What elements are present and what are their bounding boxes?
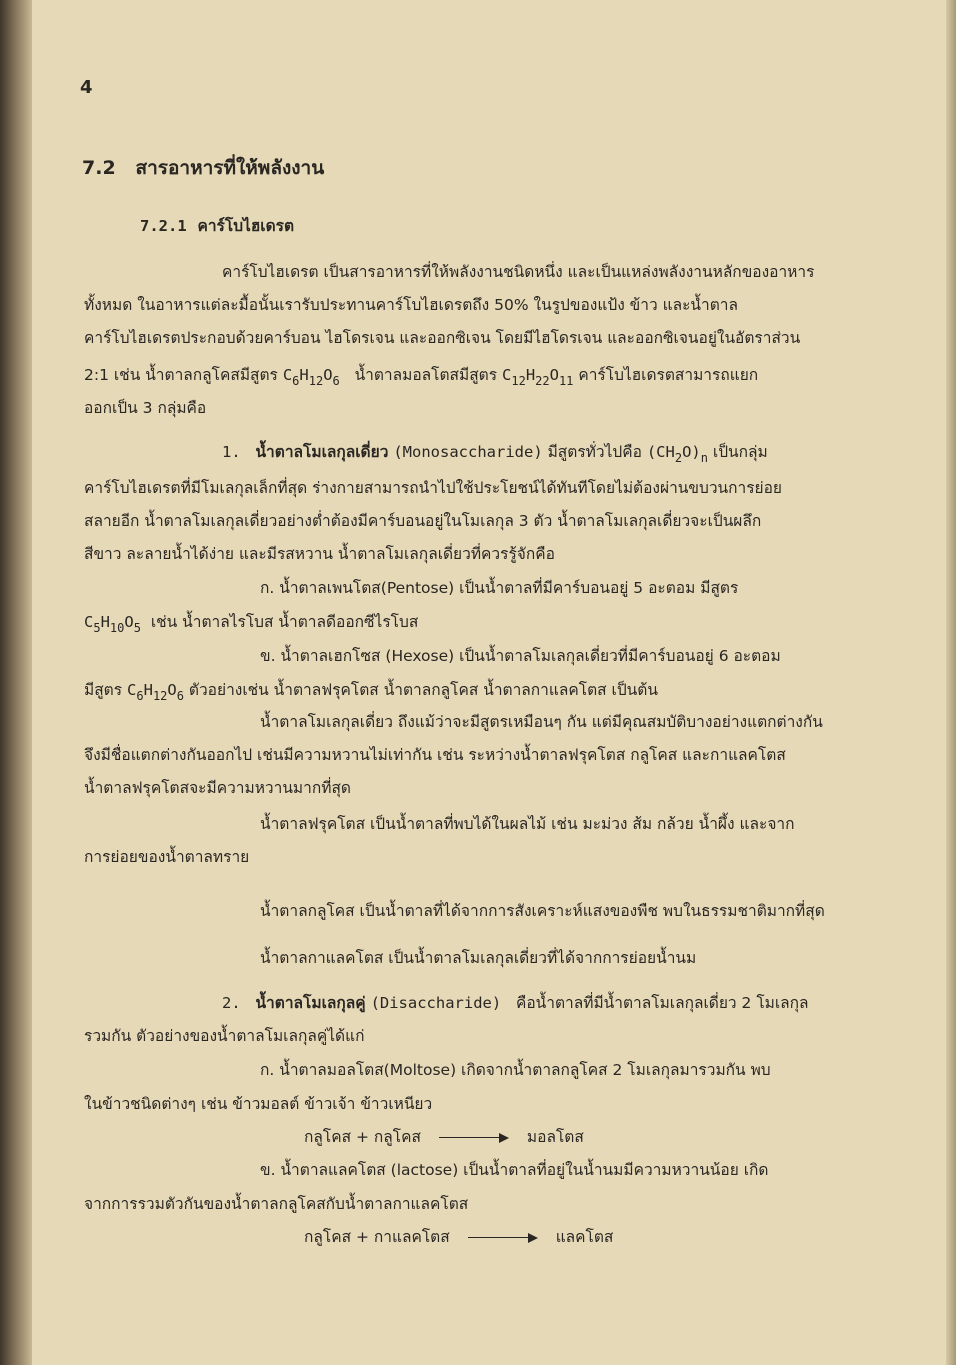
diff-line1: น้ำตาลโมเลกุลเดี่ยว ถึงแม้ว่าจะมีสูตรเหมือนๆ กัน แต่มีคุณสมบัติบางอย่างแตกต่างกัน (260, 713, 823, 731)
maltose-line1: ก. น้ำตาลมอลโตส(Moltose) เกิดจากน้ำตาลกลูโคส 2 โมเลกุลมารวมกัน พบ (260, 1061, 771, 1079)
mono-line3: สลายอีก น้ำตาลโมเลกุลเดี่ยวอย่างต่ำต้องมีคาร์บอนอยู่ในโมเลกุล 3 ตัว น้ำตาลโมเลกุลเดี่ยวจะเป็นผลึก (84, 512, 762, 530)
mono-line1-text-c: เป็นกลุ่ม (712, 443, 768, 461)
di-line1 (222, 993, 809, 1013)
fructose-line2: การย่อยของน้ำตาลทราย (84, 848, 250, 866)
di-number: 2. (222, 994, 241, 1012)
para1-line2: ทั้งหมด ในอาหารแต่ละมื้อนั้นเรารับประทานคาร์โบไฮเดรตถึง 50% ในรูปของแป้ง ข้าว และน้ำตาล (84, 296, 738, 314)
glucose-paragraph: น้ำตาลกลูโคส เป็นน้ำตาลที่ได้จากการสังเคราะห์แสงของพืช พบในธรรมชาติมากที่สุด (260, 902, 825, 920)
lactose-line2: จากการรวมตัวกันของน้ำตาลกลูโคสกับน้ำตาลกาแลคโตส (84, 1195, 469, 1213)
para1-line4-text-c: คาร์โบไฮเดรตสามารถแยก (578, 366, 759, 384)
lactose-eq-left: กลูโคส + กาแลคโตส (304, 1228, 450, 1246)
reaction-arrow-icon (468, 1233, 538, 1243)
hexose-line2-text-a: มีสูตร (84, 681, 123, 699)
pentose-line1: ก. น้ำตาลเพนโตส(Pentose) เป็นน้ำตาลที่มีคาร์บอนอยู่ 5 อะตอม มีสูตร (260, 579, 739, 597)
lactose-equation (304, 1227, 613, 1247)
book-binding-shadow (0, 0, 32, 1365)
pentose-line2 (84, 612, 418, 638)
mono-line1 (222, 442, 768, 468)
fructose-line1: น้ำตาลฟรุคโตส เป็นน้ำตาลที่พบได้ในผลไม้ เช่น มะม่วง ส้ม กล้วย น้ำผึ้ง และจาก (260, 815, 795, 833)
mono-eng: (Monosaccharide) (393, 443, 543, 461)
diff-line2: จึงมีชื่อแตกต่างกันออกไป เช่นมีความหวานไม่เท่ากัน เช่น ระหว่างน้ำตาลฟรุคโตส กลูโคส และกาแลคโตส (84, 746, 786, 764)
para1-line4-text-b: น้ำตาลมอลโตสมีสูตร (354, 366, 498, 384)
hexose-line1: ข. น้ำตาลเฮกโซส (Hexose) เป็นน้ำตาลโมเลกุลเดี่ยวที่มีคาร์บอนอยู่ 6 อะตอม (260, 647, 781, 665)
mono-line4: สีขาว ละลายน้ำได้ง่าย และมีรสหวาน น้ำตาลโมเลกุลเดี่ยวที่ควรรู้จักคือ (84, 545, 555, 563)
mono-name: น้ำตาลโมเลกุลเดี่ยว (255, 443, 389, 461)
glucose-formula: $C_6H_{12}O_6$ (282, 366, 340, 388)
di-name: น้ำตาลโมเลกุลคู่ (255, 994, 366, 1012)
subsection-number: 7.2.1 (140, 217, 187, 235)
lactose-line1: ข. น้ำตาลแลคโตส (lactose) เป็นน้ำตาลที่อยู่ในน้ำนมมีความหวานน้อย เกิด (260, 1161, 769, 1179)
para1-line5: ออกเป็น 3 กลุ่มคือ (84, 399, 207, 417)
pentose-line2-text: เช่น น้ำตาลไรโบส น้ำตาลดีออกซีไรโบส (150, 613, 419, 631)
pentose-formula: $C_5H_{10}O_5$ (84, 613, 141, 635)
mono-number: 1. (222, 443, 241, 461)
hexose-line2-text-b: ตัวอย่างเช่น น้ำตาลฟรุคโตส น้ำตาลกลูโคส น้ำตาลกาแลคโตส เป็นต้น (188, 681, 658, 699)
para1-line4 (84, 365, 758, 391)
para1-line3: คาร์โบไฮเดรตประกอบด้วยคาร์บอน ไฮโดรเจน และออกซิเจน โดยมีไฮโดรเจน และออกซิเจนอยู่ในอัตราส่วน (84, 329, 801, 347)
page-number: 4 (80, 77, 93, 98)
para1-line4-text-a: 2:1 เช่น น้ำตาลกลูโคสมีสูตร (84, 366, 278, 384)
general-formula: $(CH_2O)_n$ (646, 443, 708, 465)
di-line1-text-b: คือน้ำตาลที่มีน้ำตาลโมเลกุลเดี่ยว 2 โมเลกุล (516, 994, 809, 1012)
reaction-arrow-icon (439, 1133, 509, 1143)
subsection-heading (140, 216, 294, 236)
maltose-line2: ในข้าวชนิดต่างๆ เช่น ข้าวมอลต์ ข้าวเจ้า ข้าวเหนียว (84, 1095, 433, 1113)
section-number: 7.2 (82, 157, 116, 179)
page-right-edge (946, 0, 956, 1365)
maltose-eq-left: กลูโคส + กลูโคส (304, 1128, 421, 1146)
galactose-paragraph: น้ำตาลกาแลคโตส เป็นน้ำตาลโมเลกุลเดี่ยวที่ได้จากการย่อยน้ำนม (260, 949, 697, 967)
subsection-title: คาร์โบไฮเดรต (197, 217, 295, 235)
mono-line2: คาร์โบไฮเดรตที่มีโมเลกุลเล็กที่สุด ร่างกายสามารถนำไปใช้ประโยชน์ได้ทันทีโดยไม่ต้องผ่านขบวนการย่อย (84, 479, 782, 497)
maltose-equation (304, 1127, 584, 1147)
section-heading (82, 158, 324, 178)
mono-line1-text-b: มีสูตรทั่วไปคือ (547, 443, 642, 461)
di-line2: รวมกัน ตัวอย่างของน้ำตาลโมเลกุลคู่ได้แก่ (84, 1027, 365, 1045)
diff-line3: น้ำตาลฟรุคโตสจะมีความหวานมากที่สุด (84, 779, 351, 797)
section-title: สารอาหารที่ให้พลังงาน (135, 157, 325, 179)
para1-line1: คาร์โบไฮเดรต เป็นสารอาหารที่ให้พลังงานชนิดหนึ่ง และเป็นแหล่งพลังงานหลักของอาหาร (222, 263, 815, 281)
maltose-eq-right: มอลโตส (526, 1128, 584, 1146)
hexose-formula: $C_6H_{12}O_6$ (127, 681, 184, 703)
di-eng: (Disaccharide) (370, 994, 502, 1012)
hexose-line2 (84, 680, 658, 706)
lactose-eq-right: แลคโตส (555, 1228, 614, 1246)
maltose-formula: $C_{12}H_{22}O_{11}$ (502, 366, 574, 388)
